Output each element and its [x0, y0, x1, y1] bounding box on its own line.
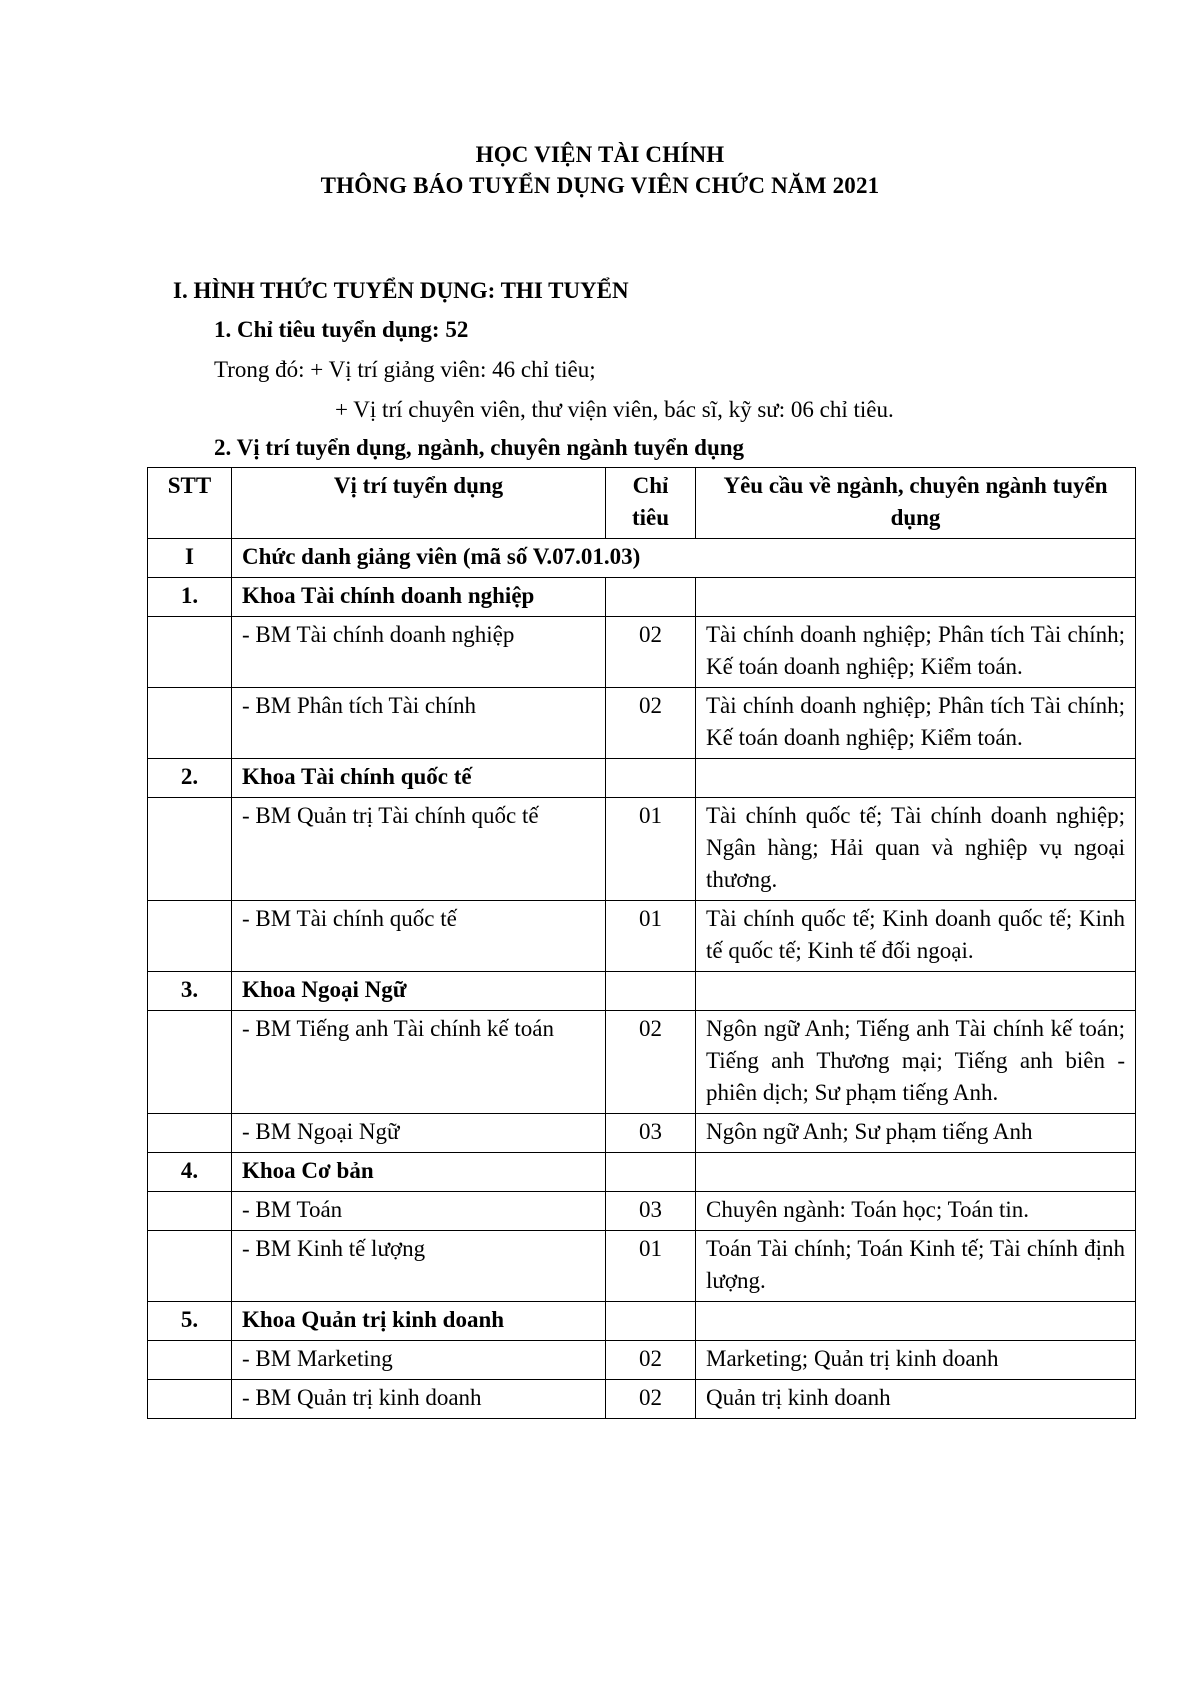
unit-requirement: Marketing; Quản trị kinh doanh	[696, 1341, 1136, 1380]
unit-quota: 02	[606, 1380, 696, 1419]
unit-quota: 02	[606, 1341, 696, 1380]
unit-name: - BM Marketing	[232, 1341, 606, 1380]
unit-name: - BM Quản trị kinh doanh	[232, 1380, 606, 1419]
unit-name: - BM Kinh tế lượng	[232, 1231, 606, 1302]
unit-quota: 01	[606, 901, 696, 972]
row-stt-cell	[148, 1341, 232, 1380]
unit-requirement: Chuyên ngành: Toán học; Toán tin.	[696, 1192, 1136, 1231]
table-row	[148, 798, 1136, 901]
row-stt-cell	[148, 1231, 232, 1302]
faculty-name: Khoa Tài chính doanh nghiệp	[232, 578, 606, 617]
category-title: Chức danh giảng viên (mã số V.07.01.03)	[232, 539, 1136, 578]
faculty-number: 1.	[148, 578, 232, 617]
category-number: I	[148, 539, 232, 578]
table-row	[148, 1192, 1136, 1231]
unit-quota: 02	[606, 1011, 696, 1114]
quota-breakdown-lecturers: Trong đó: + Vị trí giảng viên: 46 chỉ tiêu;	[214, 357, 596, 382]
faculty-requirement-cell	[696, 1153, 1136, 1192]
faculty-row	[148, 759, 1136, 798]
table-header-row	[148, 468, 1136, 539]
row-stt-cell	[148, 901, 232, 972]
faculty-requirement-cell	[696, 759, 1136, 798]
section-heading-recruitment-form: I. HÌNH THỨC TUYỂN DỤNG: THI TUYỂN	[173, 278, 629, 303]
table-row	[148, 617, 1136, 688]
unit-requirement: Ngôn ngữ Anh; Sư phạm tiếng Anh	[696, 1114, 1136, 1153]
row-stt-cell	[148, 1011, 232, 1114]
row-stt-cell	[148, 1380, 232, 1419]
unit-name: - BM Toán	[232, 1192, 606, 1231]
faculty-requirement-cell	[696, 972, 1136, 1011]
faculty-number: 2.	[148, 759, 232, 798]
unit-quota: 01	[606, 1231, 696, 1302]
row-stt-cell	[148, 1114, 232, 1153]
header-quota: Chỉ tiêu	[606, 468, 696, 539]
table-row	[148, 901, 1136, 972]
table-row	[148, 1231, 1136, 1302]
quota-heading: 1. Chỉ tiêu tuyển dụng: 52	[214, 317, 469, 342]
unit-requirement: Tài chính quốc tế; Tài chính doanh nghiệp; Ngân hàng; Hải quan và nghiệp vụ ngoại thương.	[696, 798, 1136, 901]
document-title-announcement: THÔNG BÁO TUYỂN DỤNG VIÊN CHỨC NĂM 2021	[320, 173, 880, 198]
unit-name: - BM Phân tích Tài chính	[232, 688, 606, 759]
row-stt-cell	[148, 1192, 232, 1231]
faculty-name: Khoa Cơ bản	[232, 1153, 606, 1192]
header-position: Vị trí tuyển dụng	[232, 468, 606, 539]
unit-requirement: Toán Tài chính; Toán Kinh tế; Tài chính định lượng.	[696, 1231, 1136, 1302]
table-row	[148, 1380, 1136, 1419]
unit-name: - BM Tài chính doanh nghiệp	[232, 617, 606, 688]
unit-quota: 02	[606, 688, 696, 759]
table-row	[148, 688, 1136, 759]
faculty-quota-cell	[606, 972, 696, 1011]
header-requirement: Yêu cầu về ngành, chuyên ngành tuyển dụng	[696, 468, 1136, 539]
unit-quota: 03	[606, 1114, 696, 1153]
faculty-name: Khoa Ngoại Ngữ	[232, 972, 606, 1011]
unit-quota: 03	[606, 1192, 696, 1231]
faculty-quota-cell	[606, 1302, 696, 1341]
table-row	[148, 1341, 1136, 1380]
unit-requirement: Quản trị kinh doanh	[696, 1380, 1136, 1419]
positions-heading: 2. Vị trí tuyển dụng, ngành, chuyên ngành tuyển dụng	[214, 435, 745, 460]
faculty-quota-cell	[606, 759, 696, 798]
faculty-number: 4.	[148, 1153, 232, 1192]
row-stt-cell	[148, 798, 232, 901]
document-title-institution: HỌC VIỆN TÀI CHÍNH	[475, 142, 725, 167]
quota-breakdown-specialists: + Vị trí chuyên viên, thư viện viên, bác sĩ, kỹ sư: 06 chỉ tiêu.	[335, 397, 894, 422]
faculty-name: Khoa Tài chính quốc tế	[232, 759, 606, 798]
recruitment-table	[147, 467, 1136, 1419]
unit-requirement: Tài chính quốc tế; Kinh doanh quốc tế; Kinh tế quốc tế; Kinh tế đối ngoại.	[696, 901, 1136, 972]
row-stt-cell	[148, 617, 232, 688]
table-row	[148, 1114, 1136, 1153]
unit-name: - BM Quản trị Tài chính quốc tế	[232, 798, 606, 901]
faculty-number: 3.	[148, 972, 232, 1011]
faculty-row	[148, 1153, 1136, 1192]
faculty-row	[148, 578, 1136, 617]
header-stt: STT	[148, 468, 232, 539]
table-row	[148, 1011, 1136, 1114]
unit-quota: 02	[606, 617, 696, 688]
unit-requirement: Tài chính doanh nghiệp; Phân tích Tài chính; Kế toán doanh nghiệp; Kiểm toán.	[696, 617, 1136, 688]
unit-name: - BM Ngoại Ngữ	[232, 1114, 606, 1153]
faculty-number: 5.	[148, 1302, 232, 1341]
category-row	[148, 539, 1136, 578]
unit-quota: 01	[606, 798, 696, 901]
unit-name: - BM Tài chính quốc tế	[232, 901, 606, 972]
faculty-requirement-cell	[696, 578, 1136, 617]
row-stt-cell	[148, 688, 232, 759]
faculty-quota-cell	[606, 1153, 696, 1192]
unit-requirement: Ngôn ngữ Anh; Tiếng anh Tài chính kế toán; Tiếng anh Thương mại; Tiếng anh biên - phiên dịch; Sư phạm tiếng Anh.	[696, 1011, 1136, 1114]
faculty-quota-cell	[606, 578, 696, 617]
unit-requirement: Tài chính doanh nghiệp; Phân tích Tài chính; Kế toán doanh nghiệp; Kiểm toán.	[696, 688, 1136, 759]
faculty-row	[148, 1302, 1136, 1341]
faculty-name: Khoa Quản trị kinh doanh	[232, 1302, 606, 1341]
faculty-row	[148, 972, 1136, 1011]
faculty-requirement-cell	[696, 1302, 1136, 1341]
unit-name: - BM Tiếng anh Tài chính kế toán	[232, 1011, 606, 1114]
